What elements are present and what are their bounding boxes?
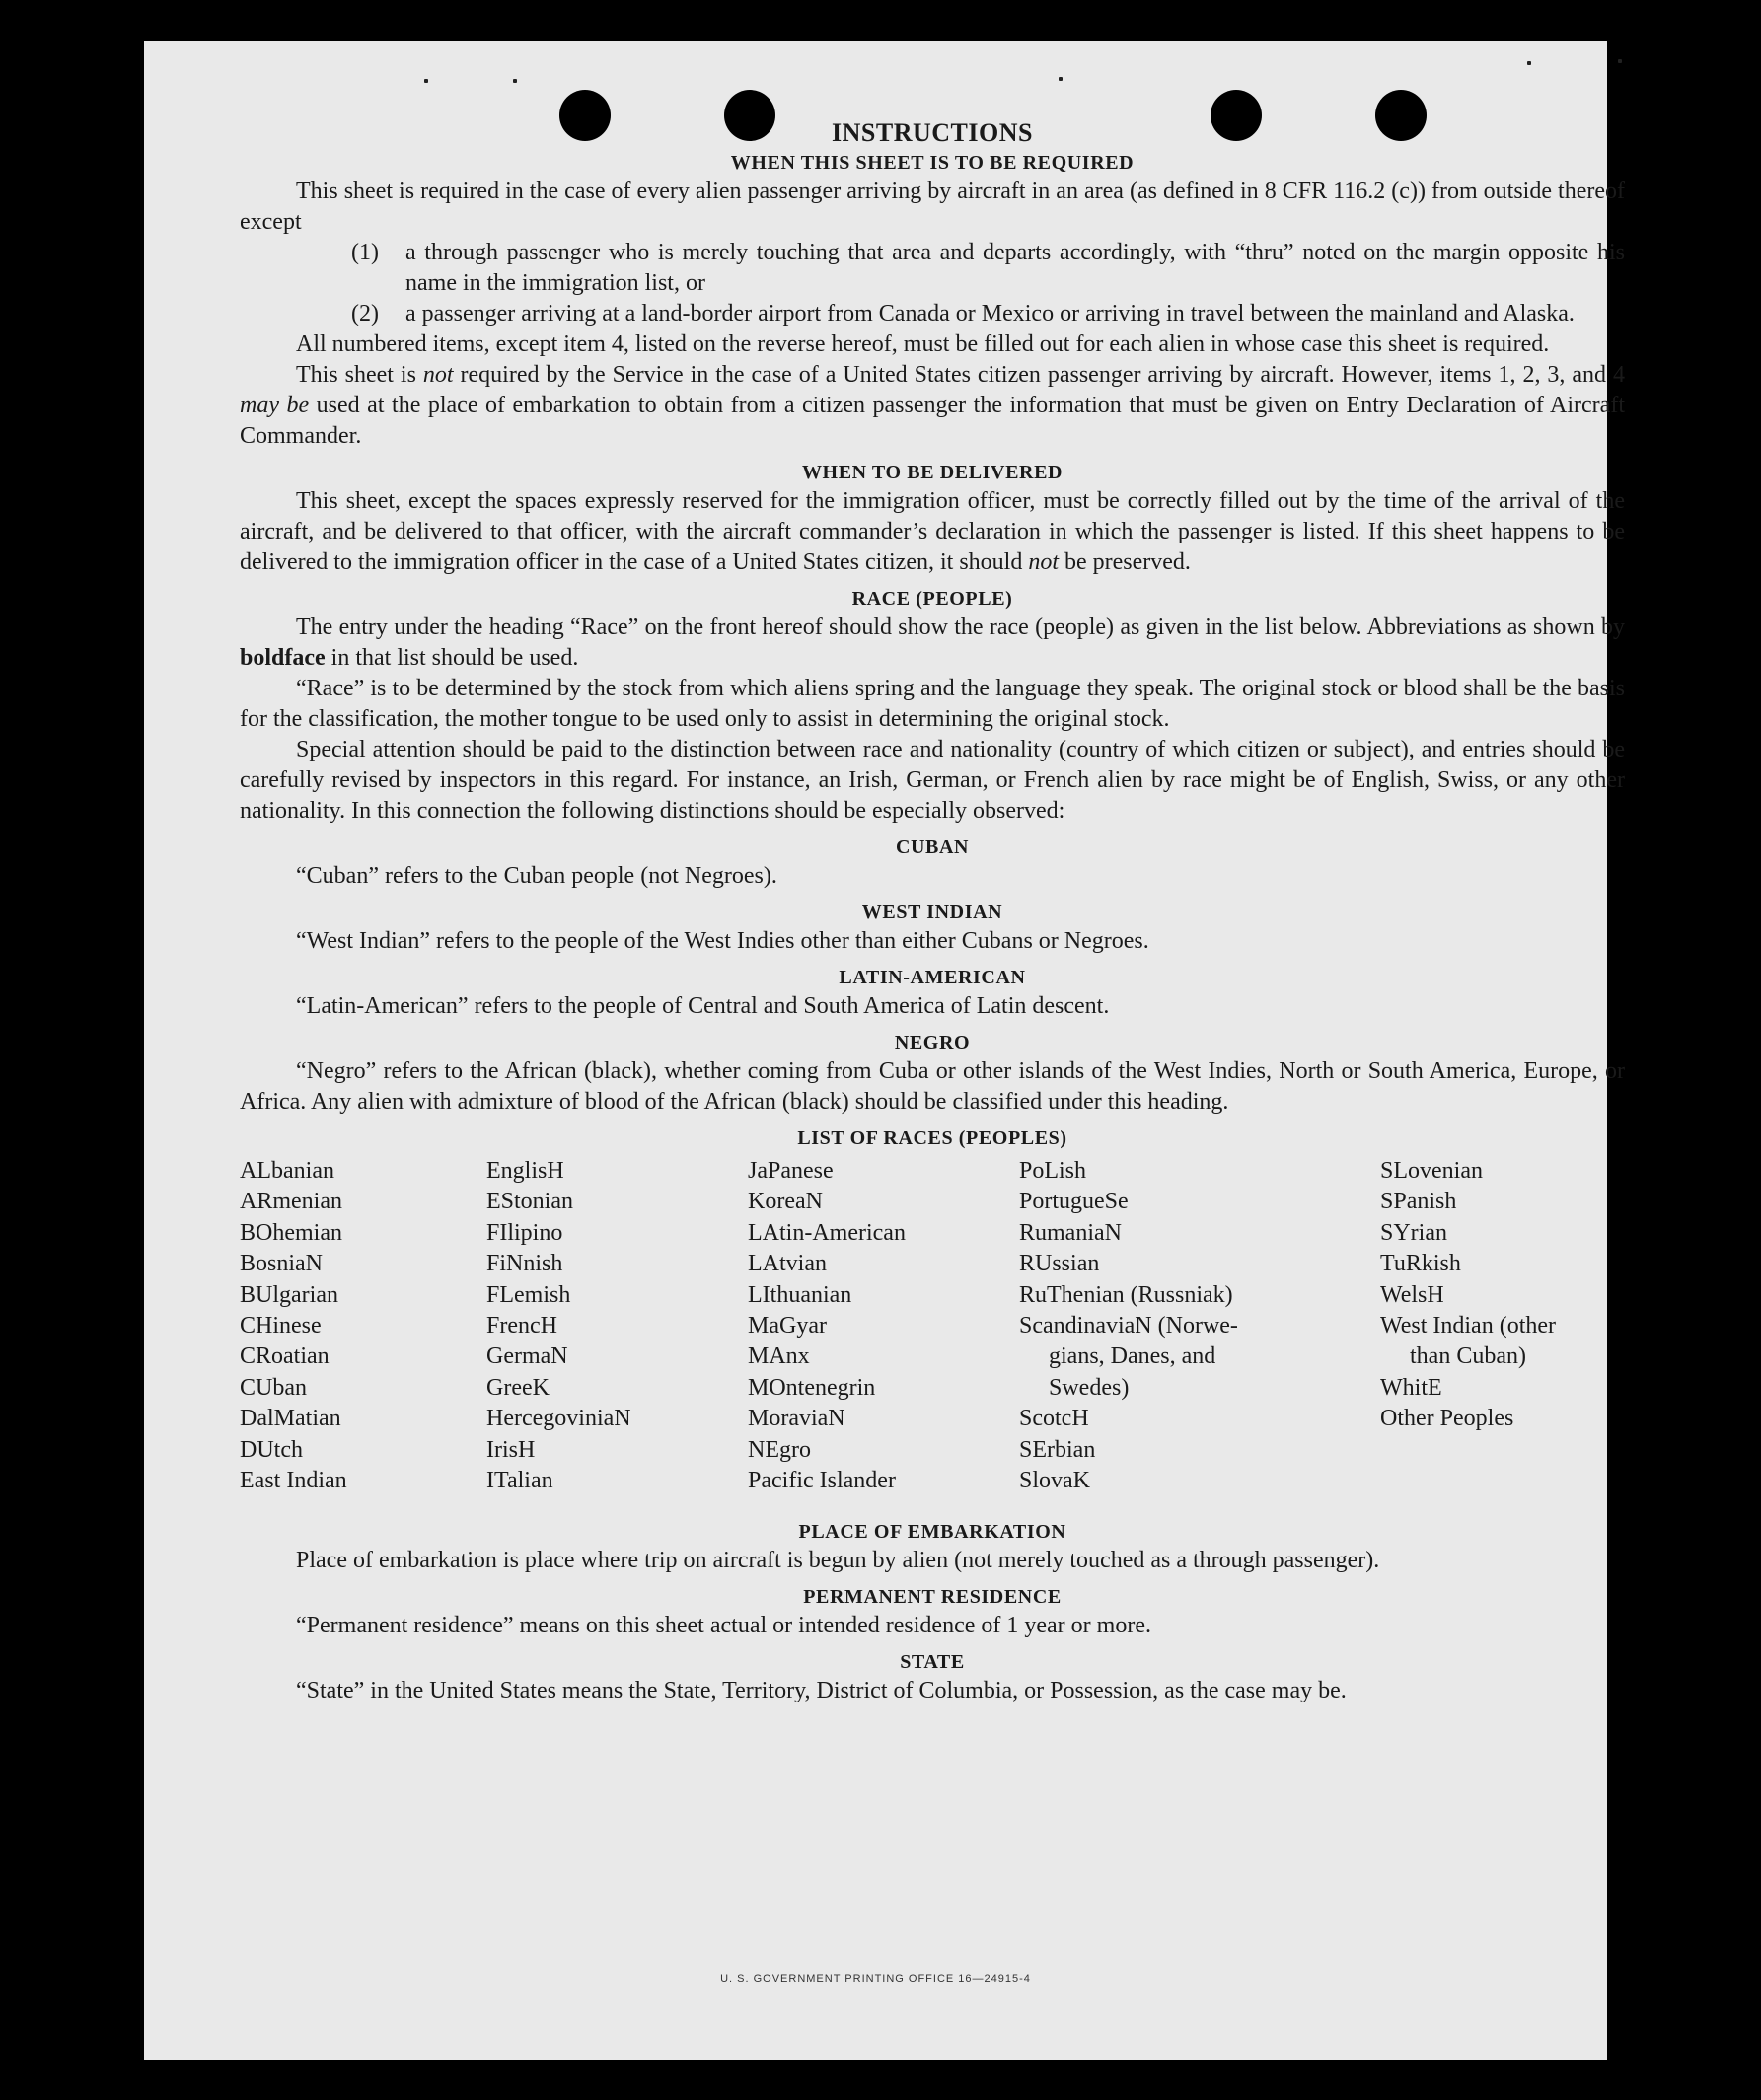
speck — [424, 79, 428, 83]
heading-race: RACE (PEOPLE) — [851, 588, 1013, 610]
race-entry: GermaN — [486, 1343, 568, 1370]
races-column-2 — [486, 1156, 631, 1496]
race-entry: RUssian — [1019, 1251, 1100, 1277]
race-entry: MaGyar — [748, 1313, 827, 1340]
race-entry: PoLish — [1019, 1158, 1087, 1184]
race-entry: SlovaK — [1019, 1468, 1090, 1494]
paragraph: “Cuban” refers to the Cuban people (not Negroes). — [296, 863, 777, 889]
races-list — [240, 1156, 1625, 1511]
race-entry: Pacific Islander — [748, 1468, 896, 1494]
race-entry: PortugueSe — [1019, 1189, 1129, 1215]
speck — [1527, 61, 1531, 65]
race-entry: FiNnish — [486, 1251, 563, 1277]
race-entry: EStonian — [486, 1189, 573, 1215]
paragraph: “Negro” refers to the African (black), whether coming from Cuba or other islands of the West Indies, North or South America, Europe, or Africa. Any alien with admixture of blood of the African (black) should be classified under this heading. — [240, 1058, 1625, 1115]
heading-state: STATE — [900, 1651, 965, 1673]
paragraph: “Permanent residence” means on this sheet actual or intended residence of 1 year or more. — [296, 1613, 1151, 1638]
race-entry: SPanish — [1380, 1189, 1457, 1215]
heading-west-indian: WEST INDIAN — [861, 902, 1003, 923]
race-entry: NEgro — [748, 1436, 811, 1463]
paragraph: The entry under the heading “Race” on the front hereof should show the race (people) as given in the list below. Abbreviations as shown by boldface in that list should be used. — [240, 615, 1625, 671]
heading-negro: NEGRO — [894, 1032, 971, 1053]
race-entry: SLovenian — [1380, 1158, 1483, 1184]
paragraph: “Latin-American” refers to the people of Central and South America of Latin descent. — [296, 993, 1110, 1019]
race-entry: SErbian — [1019, 1436, 1096, 1463]
speck — [513, 79, 517, 83]
race-entry: CHinese — [240, 1313, 322, 1340]
item-text: a passenger arriving at a land-border airport from Canada or Mexico or arriving in travel between the mainland and Alaska. — [405, 301, 1575, 326]
race-entry: JaPanese — [748, 1158, 834, 1184]
item-number: (1) — [351, 240, 379, 265]
races-column-4 — [1019, 1156, 1297, 1496]
race-entry: GreeK — [486, 1374, 550, 1401]
race-entry: MAnx — [748, 1343, 810, 1370]
race-entry: EnglisH — [486, 1158, 564, 1184]
printer-imprint: U. S. GOVERNMENT PRINTING OFFICE 16—24915-4 — [720, 1973, 1031, 1985]
race-entry: HercegoviniaN — [486, 1406, 631, 1432]
race-entry: RumaniaN — [1019, 1219, 1122, 1246]
race-entry: FIlipino — [486, 1219, 563, 1246]
race-entry: BOhemian — [240, 1219, 342, 1246]
race-entry: BUlgarian — [240, 1281, 338, 1308]
race-entry: SYrian — [1380, 1219, 1447, 1246]
races-column-1 — [240, 1156, 347, 1496]
race-entry: ARmenian — [240, 1189, 342, 1215]
paragraph: This sheet is required in the case of every alien passenger arriving by aircraft in an area (as defined in 8 CFR 116.2 (c)) from outside thereof except — [240, 179, 1625, 235]
heading-when-required: WHEN THIS SHEET IS TO BE REQUIRED — [730, 152, 1135, 174]
list-item — [240, 299, 1625, 329]
race-entry: LAtvian — [748, 1251, 827, 1277]
paragraph: “State” in the United States means the State, Territory, District of Columbia, or Possession, as the case may be. — [296, 1678, 1347, 1703]
race-entry: Other Peoples — [1380, 1406, 1514, 1432]
race-entry: DalMatian — [240, 1406, 341, 1432]
race-entry: East Indian — [240, 1468, 347, 1494]
race-entry: CUban — [240, 1374, 307, 1401]
paragraph: “Race” is to be determined by the stock from which aliens spring and the language they speak. The original stock or blood shall be the basis for the classification, the mother tongue to be used only to assist in determining the original stock. — [240, 676, 1625, 732]
races-column-3 — [748, 1156, 906, 1496]
race-entry: KoreaN — [748, 1189, 823, 1215]
race-entry: WhitE — [1380, 1374, 1442, 1401]
race-entry: LAtin-American — [748, 1219, 906, 1246]
race-entry: ITalian — [486, 1468, 553, 1494]
heading-cuban: CUBAN — [895, 836, 970, 858]
race-entry: FrencH — [486, 1313, 557, 1340]
heading-list-of-races: LIST OF RACES (PEOPLES) — [797, 1127, 1067, 1149]
race-entry: BosniaN — [240, 1251, 323, 1277]
paragraph: All numbered items, except item 4, listed on the reverse hereof, must be filled out for each alien in whose case this sheet is required. — [296, 331, 1550, 357]
heading-permanent-residence: PERMANENT RESIDENCE — [803, 1586, 1062, 1608]
race-entry: MoraviaN — [748, 1406, 845, 1432]
race-entry: WelsH — [1380, 1281, 1444, 1308]
race-entry: IrisH — [486, 1436, 536, 1463]
paragraph: This sheet is not required by the Service in the case of a United States citizen passenger arriving by aircraft. However, items 1, 2, 3, and 4 may be used at the place of embarkation to obtain from a citizen passenger the information that must be given on Entry Declaration of Aircraft Commander. — [240, 362, 1625, 449]
list-item — [240, 238, 1625, 299]
paragraph: Special attention should be paid to the distinction between race and nationality (country of which citizen or subject), and entries should be carefully revised by inspectors in this regard. For instance, an Irish, German, or French alien by race might be of English, Swiss, or any other nationality. In this connection the following distinctions should be especially observed: — [240, 737, 1625, 824]
race-entry: TuRkish — [1380, 1251, 1461, 1277]
paragraph: This sheet, except the spaces expressly reserved for the immigration officer, must be correctly filled out by the time of the arrival of the aircraft, and be delivered to that officer, with the aircraft commander’s declaration in which the passenger is listed. If this sheet happens to be delivered to the immigration officer in the case of a United States citizen, it should not be preserved. — [240, 488, 1625, 575]
list-item: West Indian (other than Cuban) — [1380, 1313, 1557, 1370]
race-entry: CRoatian — [240, 1343, 330, 1370]
race-entry: ALbanian — [240, 1158, 334, 1184]
speck — [1618, 59, 1622, 63]
race-entry: LIthuanian — [748, 1281, 852, 1308]
speck — [1059, 77, 1063, 81]
page-title: INSTRUCTIONS — [832, 118, 1033, 147]
document-sheet — [144, 41, 1625, 2060]
list-item: ScandinaviaN (Norwe- gians, Danes, and Swedes) — [1019, 1313, 1238, 1401]
instructions-content — [240, 118, 1625, 1706]
race-entry: DUtch — [240, 1436, 303, 1463]
item-number: (2) — [351, 301, 379, 326]
heading-embarkation: PLACE OF EMBARKATION — [798, 1521, 1066, 1543]
paragraph: “West Indian” refers to the people of the West Indies other than either Cubans or Negroes. — [296, 928, 1149, 954]
race-entry: RuThenian (Russniak) — [1019, 1281, 1233, 1308]
race-entry: ScotcH — [1019, 1406, 1089, 1432]
item-text: a through passenger who is merely touching that area and departs accordingly, with “thru” noted on the margin opposite his name in the immigration list, or — [405, 240, 1625, 296]
heading-when-delivered: WHEN TO BE DELIVERED — [801, 462, 1064, 483]
race-entry: MOntenegrin — [748, 1374, 876, 1401]
race-entry: FLemish — [486, 1281, 571, 1308]
heading-latin-american: LATIN-AMERICAN — [839, 967, 1026, 988]
races-column-5 — [1380, 1156, 1627, 1435]
paragraph: Place of embarkation is place where trip on aircraft is begun by alien (not merely touched as a through passenger). — [296, 1548, 1380, 1573]
